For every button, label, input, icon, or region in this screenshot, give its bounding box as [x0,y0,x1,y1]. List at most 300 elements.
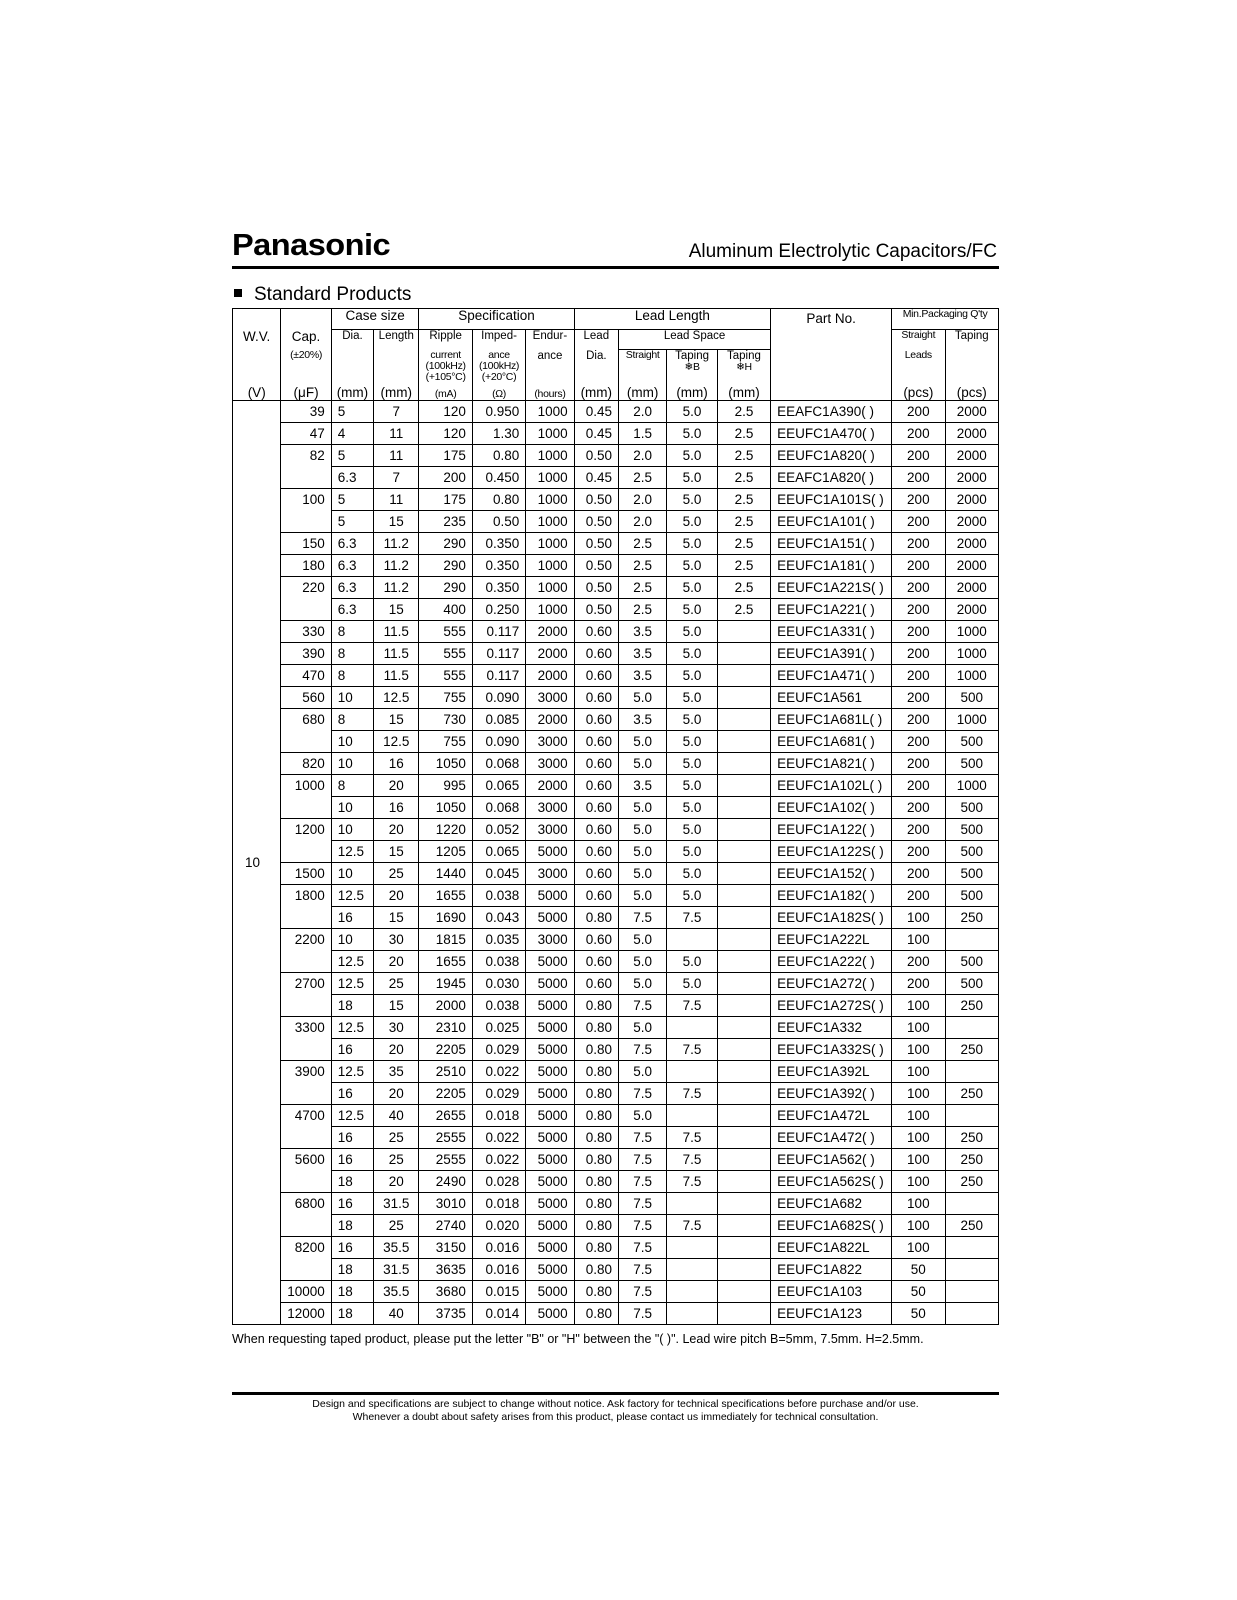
cell-dia: 12.5 [331,1017,373,1039]
cell-taping-b [667,1017,717,1039]
cell-part-no: EEUFC1A392( ) [771,1083,892,1105]
cell-ripple: 1050 [419,797,472,819]
cell-endurance: 5000 [526,1281,574,1303]
header-lead-1: Lead [574,330,618,350]
cell-taping-b: 7.5 [667,995,717,1017]
cell-ripple: 995 [419,775,472,797]
cell-ripple: 3635 [419,1259,472,1281]
cell-impedance: 0.80 [472,489,525,511]
cell-length: 25 [374,1127,419,1149]
table-row [233,1259,999,1281]
cell-taping-b: 5.0 [667,665,717,687]
cell-dia: 8 [331,709,373,731]
cell-cap: 150 [281,533,331,555]
footer-disclaimer [232,1398,999,1424]
cell-impedance: 0.029 [472,1039,525,1061]
cell-taping-b: 7.5 [667,1171,717,1193]
cell-length: 15 [374,907,419,929]
cell-straight: 2.0 [618,401,666,423]
cell-length: 20 [374,951,419,973]
cell-impedance: 0.950 [472,401,525,423]
cell-length: 31.5 [374,1193,419,1215]
cell-straight-leads-qty: 100 [892,1061,945,1083]
cell-straight-leads-qty: 200 [892,753,945,775]
table-row [233,797,999,819]
cell-taping-b: 5.0 [667,401,717,423]
cell-taping-qty [945,1303,998,1325]
section-title-text: Standard Products [254,284,412,305]
cell-taping-b: 5.0 [667,753,717,775]
cell-dia: 12.5 [331,885,373,907]
cell-taping-h [717,1237,770,1259]
table-row [233,467,999,489]
cell-taping-qty [945,1061,998,1083]
cell-taping-b: 5.0 [667,797,717,819]
cell-cap: 1200 [281,819,331,863]
cell-straight: 7.5 [618,1215,666,1237]
cell-straight-leads-qty: 200 [892,841,945,863]
table-row [233,687,999,709]
cell-endurance: 5000 [526,1061,574,1083]
cell-length: 15 [374,709,419,731]
cell-taping-qty: 250 [945,1083,998,1105]
cell-taping-h [717,797,770,819]
cell-endurance: 3000 [526,731,574,753]
cell-endurance: 5000 [526,1215,574,1237]
table-row [233,1105,999,1127]
cell-impedance: 0.085 [472,709,525,731]
cell-straight-leads-qty: 100 [892,1105,945,1127]
cell-length: 11.2 [374,555,419,577]
cell-lead-dia: 0.45 [574,401,618,423]
cell-impedance: 0.025 [472,1017,525,1039]
cell-length: 11.2 [374,533,419,555]
cell-part-no: EEUFC1A820( ) [771,445,892,467]
cell-lead-dia: 0.60 [574,797,618,819]
cell-cap: 1000 [281,775,331,819]
cell-lead-dia: 0.80 [574,1281,618,1303]
cell-lead-dia: 0.45 [574,467,618,489]
cell-endurance: 1000 [526,401,574,423]
cell-lead-dia: 0.60 [574,973,618,995]
header-ripple-1: Ripple [419,330,472,350]
table-row [233,863,999,885]
cell-dia: 12.5 [331,841,373,863]
cell-taping-h [717,1017,770,1039]
cell-part-no: EEUFC1A332 [771,1017,892,1039]
cell-straight: 7.5 [618,1127,666,1149]
cell-taping-qty: 250 [945,1039,998,1061]
cell-straight-leads-qty: 100 [892,1127,945,1149]
cell-part-no: EEUFC1A682S( ) [771,1215,892,1237]
table-row [233,819,999,841]
cell-taping-qty: 500 [945,841,998,863]
cell-straight-leads-qty: 100 [892,1083,945,1105]
cell-cap: 4700 [281,1105,331,1149]
cell-straight: 3.5 [618,643,666,665]
cell-taping-qty: 250 [945,1149,998,1171]
cell-ripple: 1655 [419,885,472,907]
cell-dia: 10 [331,731,373,753]
header-length-blank [374,350,419,384]
header-straight: Straight [618,350,666,384]
cell-part-no: EEUFC1A561 [771,687,892,709]
cell-cap: 1800 [281,885,331,929]
cell-taping-qty: 2000 [945,445,998,467]
cell-taping-h: 2.5 [717,533,770,555]
cell-taping-h [717,621,770,643]
cell-length: 30 [374,929,419,951]
cell-cap: 3900 [281,1061,331,1105]
cell-taping-b: 5.0 [667,775,717,797]
cell-taping-qty: 500 [945,797,998,819]
cell-cap: 820 [281,753,331,775]
cell-endurance: 5000 [526,907,574,929]
cell-endurance: 1000 [526,511,574,533]
cell-part-no: EEUFC1A152( ) [771,863,892,885]
cell-straight-leads-qty: 200 [892,511,945,533]
header-straight-leads-1: Straight [892,330,945,350]
cell-impedance: 0.350 [472,533,525,555]
cell-part-no: EEUFC1A681L( ) [771,709,892,731]
cell-taping-b: 5.0 [667,709,717,731]
cell-ripple: 175 [419,445,472,467]
table-row [233,489,999,511]
cell-lead-dia: 0.50 [574,599,618,621]
cell-taping-h: 2.5 [717,445,770,467]
cell-taping-h [717,995,770,1017]
table-row [233,643,999,665]
cell-cap: 390 [281,643,331,665]
header-cap-label: Cap. [281,330,331,350]
cell-length: 20 [374,885,419,907]
header-taping-h-1: Taping [727,350,761,362]
header-straight-leads-2: Leads [892,350,945,384]
table-row [233,929,999,951]
cell-taping-h: 2.5 [717,401,770,423]
cell-endurance: 5000 [526,841,574,863]
cell-straight-leads-qty: 200 [892,467,945,489]
cell-dia: 8 [331,643,373,665]
cell-cap: 330 [281,621,331,643]
cell-cap: 6800 [281,1193,331,1237]
cell-taping-b [667,1193,717,1215]
cell-taping-b: 7.5 [667,907,717,929]
table-body [233,401,999,1325]
cell-taping-qty: 1000 [945,665,998,687]
cell-part-no: EEUFC1A822L [771,1237,892,1259]
cell-straight-leads-qty: 100 [892,929,945,951]
header-cap-tol: (±20%) [281,350,331,384]
cell-part-no: EEUFC1A392L [771,1061,892,1083]
cell-part-no: EEUFC1A562S( ) [771,1171,892,1193]
cell-ripple: 555 [419,621,472,643]
cell-straight-leads-qty: 200 [892,973,945,995]
table-row [233,599,999,621]
cell-part-no: EEUFC1A821( ) [771,753,892,775]
cell-straight-leads-qty: 200 [892,555,945,577]
header-taping-h-2: ❄H [736,361,752,374]
table-row [233,1171,999,1193]
cell-taping-b [667,1281,717,1303]
cell-endurance: 5000 [526,1193,574,1215]
cell-ripple: 3150 [419,1237,472,1259]
cell-part-no: EEUFC1A222L [771,929,892,951]
cell-straight: 5.0 [618,731,666,753]
cell-lead-dia: 0.60 [574,775,618,797]
cell-taping-b: 5.0 [667,599,717,621]
cell-dia: 10 [331,929,373,951]
cell-length: 25 [374,973,419,995]
table-row [233,555,999,577]
cell-impedance: 0.016 [472,1259,525,1281]
cell-taping-qty: 1000 [945,709,998,731]
cell-impedance: 0.022 [472,1127,525,1149]
cell-straight-leads-qty: 200 [892,489,945,511]
cell-taping-h [717,929,770,951]
table-row [233,401,999,423]
header-straight-unit: (mm) [618,383,666,401]
cell-straight: 5.0 [618,863,666,885]
cell-ripple: 1440 [419,863,472,885]
cell-impedance: 0.052 [472,819,525,841]
cell-length: 25 [374,863,419,885]
cell-taping-b: 7.5 [667,1149,717,1171]
table-row [233,1039,999,1061]
cell-lead-dia: 0.80 [574,995,618,1017]
cell-taping-h [717,1061,770,1083]
cell-impedance: 0.065 [472,841,525,863]
cell-length: 11 [374,423,419,445]
cell-straight: 3.5 [618,665,666,687]
cell-lead-dia: 0.60 [574,621,618,643]
header-wv-label: W.V. [233,330,281,350]
header-imped-3: (100kHz) [478,359,520,372]
cell-dia: 18 [331,995,373,1017]
cell-taping-qty: 500 [945,973,998,995]
cell-impedance: 0.045 [472,863,525,885]
table-row [233,1193,999,1215]
header-min-packaging: Min.Packaging Q'ty [892,309,999,330]
cell-taping-b: 5.0 [667,467,717,489]
cell-cap: 10000 [281,1281,331,1303]
cell-straight-leads-qty: 100 [892,1215,945,1237]
cell-endurance: 5000 [526,1149,574,1171]
cell-taping-b: 7.5 [667,1083,717,1105]
cell-endurance: 5000 [526,1017,574,1039]
cell-straight-leads-qty: 200 [892,665,945,687]
cell-ripple: 3735 [419,1303,472,1325]
cell-taping-h [717,731,770,753]
cell-straight-leads-qty: 200 [892,731,945,753]
cell-straight: 2.5 [618,467,666,489]
cell-dia: 8 [331,621,373,643]
footer-line-1: Design and specifications are subject to change without notice. Ask factory for technical specifications before purchase and/or use. [312,1398,919,1410]
cell-lead-dia: 0.50 [574,511,618,533]
header-wv-unit: (V) [233,383,281,401]
cell-straight: 2.5 [618,577,666,599]
cell-impedance: 0.350 [472,555,525,577]
cell-ripple: 755 [419,731,472,753]
cell-taping-h [717,709,770,731]
table-row [233,709,999,731]
cell-impedance: 0.80 [472,445,525,467]
cell-ripple: 2655 [419,1105,472,1127]
cell-taping-b: 5.0 [667,621,717,643]
cell-endurance: 5000 [526,1237,574,1259]
cell-ripple: 120 [419,423,472,445]
header-dia-unit: (mm) [331,383,373,401]
cell-lead-dia: 0.80 [574,1303,618,1325]
header-cap-unit: (μF) [281,383,331,401]
cell-impedance: 0.022 [472,1061,525,1083]
cell-taping-qty: 1000 [945,621,998,643]
cell-ripple: 1050 [419,753,472,775]
cell-straight-leads-qty: 100 [892,907,945,929]
cell-lead-dia: 0.80 [574,1083,618,1105]
cell-taping-h [717,1259,770,1281]
cell-taping-qty: 2000 [945,423,998,445]
cell-cap: 8200 [281,1237,331,1281]
cell-taping-qty: 2000 [945,577,998,599]
cell-dia: 16 [331,907,373,929]
cell-ripple: 1205 [419,841,472,863]
cell-ripple: 1690 [419,907,472,929]
table-row [233,423,999,445]
header-ripple-detail [419,350,472,384]
cell-dia: 18 [331,1171,373,1193]
cell-length: 20 [374,1039,419,1061]
header-endur-1: Endur- [526,330,574,350]
cell-taping-qty: 250 [945,1215,998,1237]
table-row [233,973,999,995]
cell-straight-leads-qty: 200 [892,599,945,621]
cell-length: 11.5 [374,643,419,665]
cell-taping-h: 2.5 [717,577,770,599]
cell-part-no: EEUFC1A103 [771,1281,892,1303]
cell-taping-b: 5.0 [667,951,717,973]
cell-endurance: 5000 [526,1039,574,1061]
cell-endurance: 3000 [526,797,574,819]
cell-taping-b: 7.5 [667,1039,717,1061]
cell-taping-qty: 1000 [945,643,998,665]
cell-length: 20 [374,1083,419,1105]
header-divider [232,266,999,269]
cell-taping-h [717,1149,770,1171]
header-taping-b-unit: (mm) [667,383,717,401]
cell-taping-qty: 500 [945,885,998,907]
header-wv-blank [233,350,281,384]
table-row [233,775,999,797]
cell-straight: 2.0 [618,511,666,533]
cell-straight: 5.0 [618,1061,666,1083]
cell-straight: 7.5 [618,995,666,1017]
cell-dia: 10 [331,687,373,709]
cell-part-no: EEUFC1A272( ) [771,973,892,995]
cell-taping-h [717,1281,770,1303]
cell-straight-leads-qty: 200 [892,643,945,665]
cell-dia: 18 [331,1281,373,1303]
cell-taping-b [667,1303,717,1325]
cell-taping-b: 5.0 [667,973,717,995]
cell-impedance: 0.014 [472,1303,525,1325]
cell-straight-leads-qty: 200 [892,775,945,797]
cell-endurance: 5000 [526,995,574,1017]
cell-dia: 6.3 [331,555,373,577]
cell-taping-h [717,1039,770,1061]
cell-ripple: 3010 [419,1193,472,1215]
cell-taping-h [717,1193,770,1215]
header-part-blank-3 [771,350,892,384]
cell-ripple: 1220 [419,819,472,841]
header-part-blank-2 [771,330,892,350]
cell-lead-dia: 0.50 [574,445,618,467]
cell-straight-leads-qty: 200 [892,687,945,709]
cell-dia: 12.5 [331,951,373,973]
cell-part-no: EEUFC1A391( ) [771,643,892,665]
cell-endurance: 5000 [526,1105,574,1127]
cell-endurance: 3000 [526,687,574,709]
cell-taping-qty [945,929,998,951]
cell-impedance: 0.035 [472,929,525,951]
cell-impedance: 0.038 [472,951,525,973]
cell-taping-b: 5.0 [667,885,717,907]
cell-straight-leads-qty: 200 [892,401,945,423]
cell-length: 11 [374,445,419,467]
table-row [233,885,999,907]
cell-part-no: EEUFC1A470( ) [771,423,892,445]
cell-dia: 6.3 [331,467,373,489]
cell-dia: 5 [331,511,373,533]
cell-ripple: 1655 [419,951,472,973]
cell-dia: 5 [331,489,373,511]
cell-length: 20 [374,1171,419,1193]
cell-straight: 2.0 [618,489,666,511]
cell-ripple: 290 [419,577,472,599]
cell-endurance: 1000 [526,577,574,599]
cell-dia: 8 [331,775,373,797]
footer-line-2: Whenever a doubt about safety arises from this product, please contact us immediately for technical consultation. [352,1411,879,1423]
header-imped-unit: (Ω) [472,383,525,401]
cell-ripple: 235 [419,511,472,533]
cell-taping-qty: 2000 [945,511,998,533]
cell-cap: 1500 [281,863,331,885]
cell-lead-dia: 0.50 [574,533,618,555]
cell-cap: 3300 [281,1017,331,1061]
cell-lead-dia: 0.60 [574,643,618,665]
cell-length: 15 [374,511,419,533]
cell-endurance: 5000 [526,1083,574,1105]
cell-straight: 5.0 [618,797,666,819]
cell-taping-qty [945,1281,998,1303]
cell-dia: 10 [331,797,373,819]
cell-taping-qty [945,1237,998,1259]
cell-straight: 7.5 [618,1083,666,1105]
cell-ripple: 1815 [419,929,472,951]
cell-cap: 82 [281,445,331,489]
cell-lead-dia: 0.80 [574,1193,618,1215]
cell-impedance: 0.350 [472,577,525,599]
header-dia-blank [331,350,373,384]
cell-taping-b: 5.0 [667,423,717,445]
cell-straight: 7.5 [618,907,666,929]
cell-taping-qty [945,1017,998,1039]
cell-lead-dia: 0.80 [574,1017,618,1039]
cell-dia: 16 [331,1193,373,1215]
cell-straight-leads-qty: 200 [892,423,945,445]
cell-length: 15 [374,995,419,1017]
cell-endurance: 1000 [526,555,574,577]
